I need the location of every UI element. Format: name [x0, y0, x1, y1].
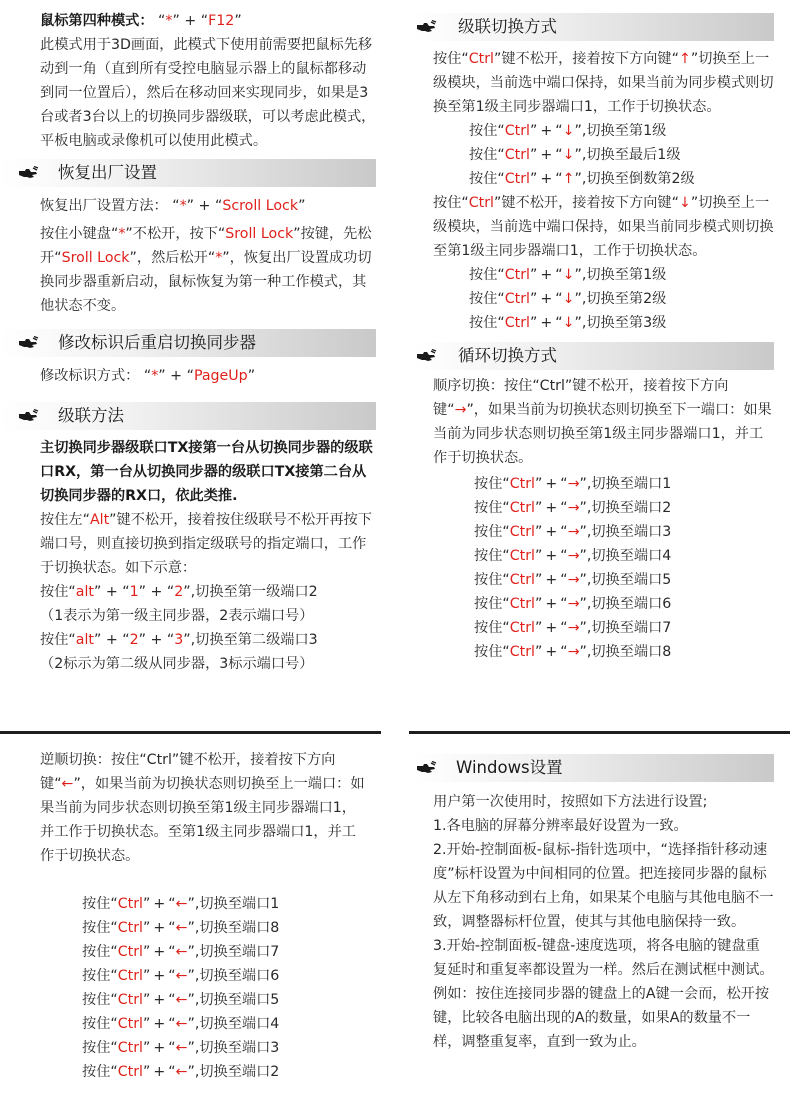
key-combo-line: 按住“Ctrl” + “←”,切换至端口3 [82, 1040, 280, 1056]
cascade-switch-heading: 级联切换方式 [458, 17, 557, 36]
key-combo-line: 按住“Ctrl” + “→”,切换至端口8 [474, 644, 672, 660]
restart-header [0, 329, 376, 357]
key-combo-line: 按住“Ctrl” + “←”,切换至端口1 [82, 896, 280, 912]
mode4-title-line: 鼠标第四种模式： “*” + “F12” [40, 13, 242, 29]
windows-item-2: 2.开始-控制面板-鼠标-指针选项中，“选择指针移动速度”标杆设置为中间相同的位置。把连接同步器的鼠标从左下角移动到右上角，如果某个电脑与其他电脑不一致，调整器标杆位置，使其与其他电脑保持一致。 [433, 842, 774, 930]
hand-pointer-icon [416, 20, 438, 34]
hand-pointer-icon [18, 336, 40, 350]
key-combo-line: 按住“Ctrl” + “↓”,切换至第3级 [469, 315, 667, 331]
restart-heading: 修改标识后重启切换同步器 [58, 333, 256, 352]
cycle-heading: 循环切换方式 [458, 346, 557, 365]
factory-reset-header [0, 159, 376, 187]
hand-pointer-icon [18, 166, 40, 180]
key-combo-line: 按住“Ctrl” + “↓”,切换至第2级 [469, 291, 667, 307]
cascade-switch-para-2: 按住“Ctrl”键不松开，接着按下方向键“↓”切换至上一级模块，当前选中端口保持，如果当前同步模式则切换至第1级主同步器端口1，工作于切换状态。 [433, 195, 774, 259]
key-combo-line: 按住“Ctrl” + “↓”,切换至第1级 [469, 123, 667, 139]
mode4-key-1: * [165, 13, 173, 29]
key-combo-line: 按住“Ctrl” + “↑”,切换至倒数第2级 [469, 171, 695, 187]
key-combo-line: 按住“Ctrl” + “↓”,切换至最后1级 [469, 147, 681, 163]
key-combo-line: 按住“Ctrl” + “→”,切换至端口2 [474, 500, 672, 516]
cycle-lines [412, 472, 774, 664]
windows-heading: Windows设置 [456, 758, 563, 777]
windows-header [412, 754, 774, 782]
key-combo-line: 按住“Ctrl” + “↓”,切换至第1级 [469, 267, 667, 283]
cascade-switch-header [412, 13, 774, 41]
key-combo-line: 按住“Ctrl” + “→”,切换至端口3 [474, 524, 672, 540]
left-divider [0, 731, 381, 734]
left-bottom-column [40, 748, 370, 1084]
mode4-body: 此模式用于3D画面，此模式下使用前需要把鼠标先移动到一角（直到所有受控电脑显示器上的鼠标都移动到同一位置后），然后在移动回来实现同步，如果是3台或者3台以上的切换同步器级联，可以考虑此模式，平板电脑或录像机可以使用此模式。 [40, 37, 376, 149]
reverse-paragraph: 逆顺切换：按住“Ctrl”键不松开，接着按下方向键“←”，如果当前为切换状态则切换至上一端口：如果当前为同步状态则切换至第1级主同步器端口1，并工作于切换状态。至第1级主同步器端口1，并工作于切换状态。 [40, 752, 365, 864]
cascade-switch-para-1: 按住“Ctrl”键不松开，接着按下方向键“↑”切换至上一级模块，当前选中端口保持，如果当前为同步模式则切换至第1级主同步器端口1，工作于切换状态。 [433, 51, 774, 115]
cascade-switch-group-1 [412, 119, 774, 191]
key-combo-line: 按住“Ctrl” + “←”,切换至端口2 [82, 1064, 280, 1080]
windows-item-3: 3.开始-控制面板-键盘-速度选项，将各电脑的键盘重复延时和重复率都设置为一样。然后在测试框中测试。例如：按住连接同步器的键盘上的A键一会而，松开按键，比较各电脑出现的A的数量，如果A的数量不一样，调整重复率，直到一致为止。 [433, 938, 774, 1050]
factory-reset-heading: 恢复出厂设置 [58, 163, 157, 182]
cascade-example-2-note: （2标示为第二级从同步器，3标示端口号） [40, 656, 314, 672]
restart-method-line: 修改标识方式： “*” + “PageUp” [40, 368, 256, 384]
mode4-title: 鼠标第四种模式： [40, 13, 154, 29]
factory-body: 按住小键盘“*”不松开，按下“Sroll Lock”按键，先松开“Sroll Lock”，然后松开“*”，恢复出厂设置成功切换同步器重新启动，鼠标恢复为第一种工作模式，其他状态不变。 [40, 226, 372, 314]
cascade-heading: 级联方法 [58, 406, 124, 425]
key-combo-line: 按住“Ctrl” + “←”,切换至端口4 [82, 1016, 280, 1032]
hand-pointer-icon [18, 409, 40, 423]
cycle-header [412, 342, 774, 370]
right-top-column [412, 13, 774, 664]
right-bottom-column [412, 754, 774, 1054]
hand-pointer-icon [416, 349, 438, 363]
key-combo-line: 按住“Ctrl” + “→”,切换至端口1 [474, 476, 672, 492]
cascade-paragraph: 按住左“Alt”键不松开，接着按住级联号不松开再按下端口号，则直接切换到指定级联号的指定端口，工作于切换状态。如下示意： [40, 512, 372, 576]
left-top-column [20, 9, 376, 676]
mode4-key-2: F12 [208, 13, 235, 29]
factory-method-line: 恢复出厂设置方法： “*” + “Scroll Lock” [40, 198, 306, 214]
key-combo-line: 按住“Ctrl” + “←”,切换至端口7 [82, 944, 280, 960]
key-combo-line: 按住“Ctrl” + “→”,切换至端口7 [474, 620, 672, 636]
windows-item-1: 1.各电脑的屏幕分辨率最好设置为一致。 [433, 818, 688, 834]
cascade-example-1-note: （1表示为第一级主同步器，2表示端口号） [40, 608, 314, 624]
cascade-switch-group-2 [412, 263, 774, 335]
key-combo-line: 按住“Ctrl” + “←”,切换至端口5 [82, 992, 280, 1008]
cycle-paragraph: 顺序切换：按住“Ctrl”键不松开，接着按下方向键“→”，如果当前为切换状态则切换至下一端口：如果当前为同步状态则切换至第1级主同步器端口1，并工作于切换状态。 [433, 378, 772, 466]
right-divider [409, 731, 790, 734]
key-combo-line: 按住“Ctrl” + “→”,切换至端口5 [474, 572, 672, 588]
hand-pointer-icon [416, 761, 438, 775]
key-combo-line: 按住“Ctrl” + “←”,切换至端口8 [82, 920, 280, 936]
key-combo-line: 按住“Ctrl” + “→”,切换至端口6 [474, 596, 672, 612]
cascade-example-1: 按住“alt” + “1” + “2”,切换至第一级端口2 [40, 584, 318, 600]
key-combo-line: 按住“Ctrl” + “←”,切换至端口6 [82, 968, 280, 984]
reverse-lines [40, 892, 370, 1084]
windows-intro: 用户第一次使用时，按照如下方法进行设置; [433, 794, 708, 810]
key-combo-line: 按住“Ctrl” + “→”,切换至端口4 [474, 548, 672, 564]
cascade-bold-text: 主切换同步器级联口TX接第一台从切换同步器的级联口RX，第一台从切换同步器的级联口TX接第二台从切换同步器的RX口，依此类推. [40, 440, 373, 504]
cascade-header [0, 402, 376, 430]
cascade-example-2: 按住“alt” + “2” + “3”,切换至第二级端口3 [40, 632, 318, 648]
